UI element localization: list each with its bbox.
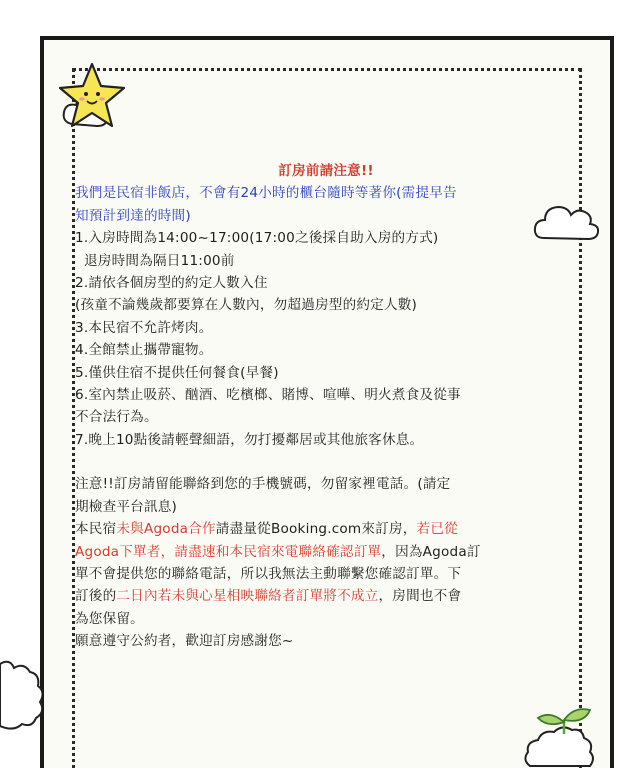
agoda-warning: 二日內若未與心星相映聯絡者訂單將不成立 <box>116 588 379 605</box>
agoda-warning: 若已從 <box>416 521 458 538</box>
rule-item: 4.全館禁止攜帶寵物。 <box>75 342 213 359</box>
rule-item: 7.晚上10點後請輕聲細語，勿打擾鄰居或其他旅客休息。 <box>75 431 424 448</box>
notice-title: 訂房前請注意!! <box>278 163 374 179</box>
agoda-text: 請盡量從Booking.com來訂房， <box>215 521 417 538</box>
agoda-warning: Agoda下單者，請盡速和本民宿來電聯絡確認訂單 <box>75 543 382 560</box>
intro-line: 我們是民宿非飯店，不會有24小時的櫃台隨時等著你(需提早告 <box>75 185 457 202</box>
closing-line: 願意遵守公約者，歡迎訂房感謝您~ <box>75 633 294 650</box>
agoda-text: 本民宿 <box>75 521 117 538</box>
sprout-icon <box>520 704 604 768</box>
agoda-notice: 為您保留。 <box>75 610 144 627</box>
cloud-icon <box>0 650 42 736</box>
rule-item: 3.本民宿不允許烤肉。 <box>75 319 213 336</box>
agoda-text: ，因為Agoda訂 <box>381 543 481 560</box>
rule-item: 不合法行為。 <box>75 409 158 426</box>
star-face-icon <box>50 58 134 142</box>
rule-item: (孩童不論幾歲都要算在人數內，勿超過房型的約定人數) <box>75 297 418 314</box>
agoda-notice <box>75 585 577 607</box>
agoda-notice <box>75 518 577 540</box>
spacer <box>75 451 577 473</box>
rule-item: 5.僅供住宿不提供任何餐食(早餐) <box>75 364 279 381</box>
agoda-text: ，房間也不會 <box>378 588 462 605</box>
agoda-text: 訂後的 <box>75 588 117 605</box>
rule-item: 退房時間為隔日11:00前 <box>75 252 235 269</box>
notice-text <box>75 160 577 653</box>
intro-line: 知預計到達的時間) <box>75 207 191 224</box>
rule-item: 6.室內禁止吸菸、酗酒、吃檳榔、賭博、喧嘩、明火煮食及從事 <box>75 386 461 403</box>
agoda-warning: 未與Agoda合作 <box>116 521 216 538</box>
phone-notice: 期檢查平台訊息) <box>75 498 178 515</box>
agoda-notice: 單不會提供您的聯絡電話，所以我無法主動聯繫您確認訂單。下 <box>75 566 462 583</box>
phone-notice: 注意!!訂房請留能聯絡到您的手機號碼，勿留家裡電話。(請定 <box>75 476 451 493</box>
agoda-notice <box>75 541 577 563</box>
rule-item: 2.請依各個房型的約定人數入住 <box>75 274 268 291</box>
rule-item: 1.入房時間為14:00~17:00(17:00之後採自助入房的方式) <box>75 230 439 247</box>
